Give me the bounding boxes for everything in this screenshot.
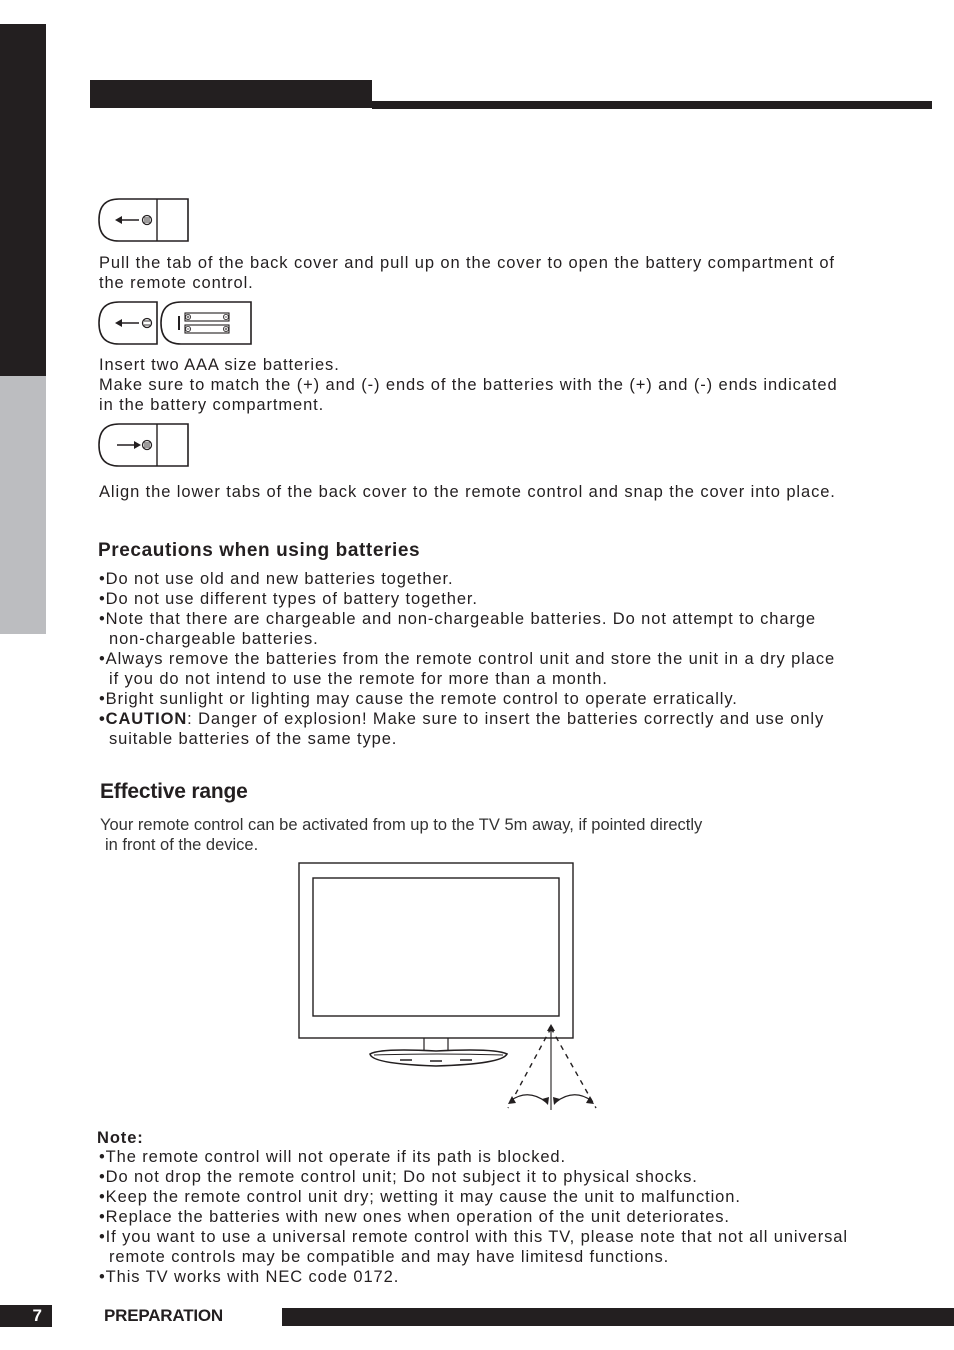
step2-line3: in the battery compartment. bbox=[99, 396, 325, 414]
list-item: •Replace the batteries with new ones when operation of the unit deteriorates. bbox=[99, 1208, 730, 1226]
list-item: •Do not use different types of battery together. bbox=[99, 590, 478, 608]
step3-line1: Align the lower tabs of the back cover to the remote control and snap the cover into place. bbox=[99, 483, 836, 501]
caution-text: : Danger of explosion! Make sure to insert the batteries correctly and use only bbox=[187, 710, 825, 728]
step2-line1: Insert two AAA size batteries. bbox=[99, 356, 340, 374]
step2-line2: Make sure to match the (+) and (-) ends of the batteries with the (+) and (-) ends indicated bbox=[99, 376, 838, 394]
side-tab-dark bbox=[0, 24, 46, 376]
side-tab-gray bbox=[0, 376, 46, 634]
header-rule bbox=[372, 101, 932, 109]
range-text-line2: in front of the device. bbox=[105, 836, 259, 854]
list-item: •If you want to use a universal remote control with this TV, please note that not all universal bbox=[99, 1228, 848, 1246]
range-title: Effective range bbox=[100, 780, 248, 803]
note-list bbox=[99, 1147, 848, 1287]
remote-back-cover-open-icon bbox=[97, 197, 191, 243]
step1-line1: Pull the tab of the back cover and pull up on the cover to open the battery compartment of bbox=[99, 254, 835, 272]
caution-item bbox=[99, 709, 835, 729]
remote-back-cover-close-icon bbox=[97, 422, 191, 468]
list-item: if you do not intend to use the remote for more than a month. bbox=[109, 670, 608, 688]
step1-line2: the remote control. bbox=[99, 274, 254, 292]
list-item: remote controls may be compatible and may have limitesd functions. bbox=[109, 1248, 670, 1266]
tv-range-diagram bbox=[290, 858, 610, 1116]
header-title-block bbox=[90, 80, 372, 108]
list-item: •Do not use old and new batteries together. bbox=[99, 570, 454, 588]
list-item: •The remote control will not operate if its path is blocked. bbox=[99, 1148, 566, 1166]
page-number: 7 bbox=[0, 1305, 52, 1327]
list-item: •Note that there are chargeable and non-chargeable batteries. Do not attempt to charge bbox=[99, 610, 817, 628]
list-item: non-chargeable batteries. bbox=[109, 630, 319, 648]
caution-label: •CAUTION bbox=[99, 710, 188, 728]
list-item: •Do not drop the remote control unit; Do not subject it to physical shocks. bbox=[99, 1168, 698, 1186]
section-label: PREPARATION bbox=[104, 1306, 224, 1325]
precautions-title: Precautions when using batteries bbox=[98, 540, 421, 561]
precautions-list bbox=[99, 569, 835, 749]
list-item: •Always remove the batteries from the remote control unit and store the unit in a dry place bbox=[99, 650, 836, 668]
note-title: Note: bbox=[97, 1129, 144, 1147]
list-item: •Bright sunlight or lighting may cause the remote control to operate erratically. bbox=[99, 690, 738, 708]
list-item: •This TV works with NEC code 0172. bbox=[99, 1268, 400, 1286]
list-item: suitable batteries of the same type. bbox=[109, 730, 398, 748]
battery-insert-icon bbox=[97, 300, 255, 346]
footer-rule bbox=[282, 1308, 954, 1326]
list-item: •Keep the remote control unit dry; wetting it may cause the unit to malfunction. bbox=[99, 1188, 741, 1206]
range-text-line1: Your remote control can be activated from up to the TV 5m away, if pointed directly bbox=[100, 816, 703, 834]
